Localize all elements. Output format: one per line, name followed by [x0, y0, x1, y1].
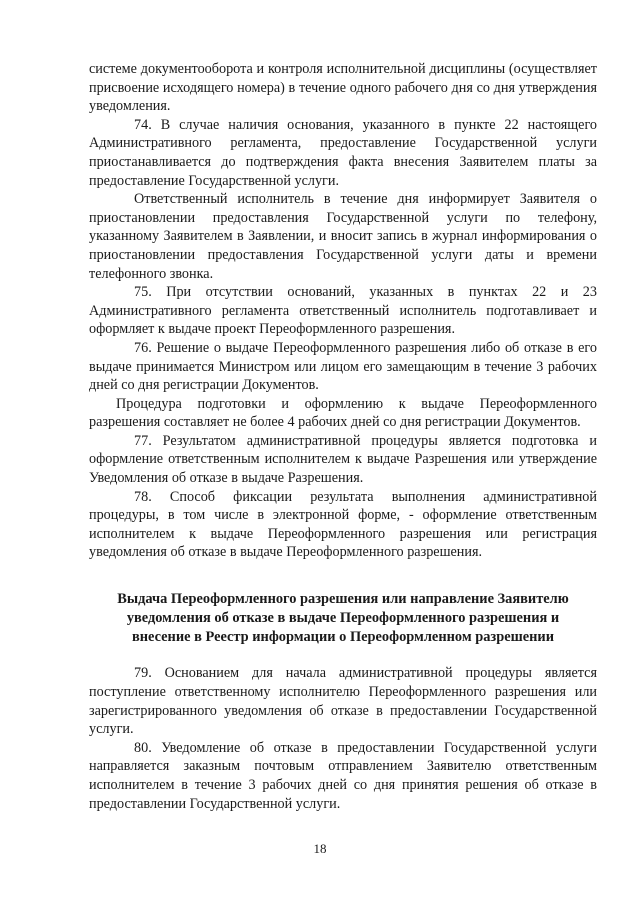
paragraph-76-procedure: Процедура подготовки и оформлению к выдаче Переоформленного разрешения составляет не более 4 рабочих дней со дня регистрации Документов. [89, 395, 597, 431]
paragraph-74-notification: Ответственный исполнитель в течение дня информирует Заявителя о приостановлении предоставления Государственной услуги по телефону, указанному Заявителем в Заявлении, и вносит запись в журнал информирования о приостановлении предоставления Государственной услуги даты и времени телефонного звонка. [89, 191, 597, 282]
paragraph-74: 74. В случае наличия основания, указанного в пункте 22 настоящего Административного регламента, предоставление Государственной услуги приостанавливается до подтверждения факта внесения Заявителем платы за предоставление Государственной услуги. [89, 116, 597, 189]
page-number: 18 [313, 841, 327, 856]
document-body [89, 60, 597, 813]
paragraph-76: 76. Решение о выдаче Переоформленного разрешения либо об отказе в его выдаче принимается Министром или лицом его замещающим в течение 3 рабочих дней со дня регистрации Документов. [89, 339, 597, 394]
paragraph-78: 78. Способ фиксации результата выполнения административной процедуры, в том числе в электронной форме, - оформление ответственным исполнителем к выдаче Переоформленного разрешения или регистрация уведомления об отказе в выдаче Переоформленного разрешения. [89, 488, 597, 561]
paragraph-continuation: системе документооборота и контроля исполнительной дисциплины (осуществляет присвоение исходящего номера) в течение одного рабочего дня со дня утверждения уведомления. [89, 61, 597, 115]
paragraph-75: 75. При отсутствии оснований, указанных в пунктах 22 и 23 Административного регламента ответственный исполнитель подготавливает и оформляет к выдаче проект Переоформленного разрешения. [89, 284, 597, 338]
paragraph-77: 77. Результатом административной процедуры является подготовка и оформление ответственным исполнителем к выдаче Разрешения или утверждение Уведомления об отказе в выдаче Разрешения. [89, 432, 597, 487]
section-heading: Выдача Переоформленного разрешения или направление Заявителю уведомления об отказе в выдаче Переоформленного разрешения и внесение в Реестр информации о Переоформленном разрешении [117, 591, 569, 645]
paragraph-80: 80. Уведомление об отказе в предоставлении Государственной услуги направляется заказным почтовым отправлением Заявителю ответственным исполнителем в течение 3 рабочих дней со дня принятия решения об отказе в предоставлении Государственной услуги. [89, 739, 597, 812]
paragraph-79: 79. Основанием для начала административной процедуры является поступление ответственному исполнителю Переоформленного разрешения или зарегистрированного уведомления об отказе в предоставлении Государственной услуги. [89, 665, 597, 738]
